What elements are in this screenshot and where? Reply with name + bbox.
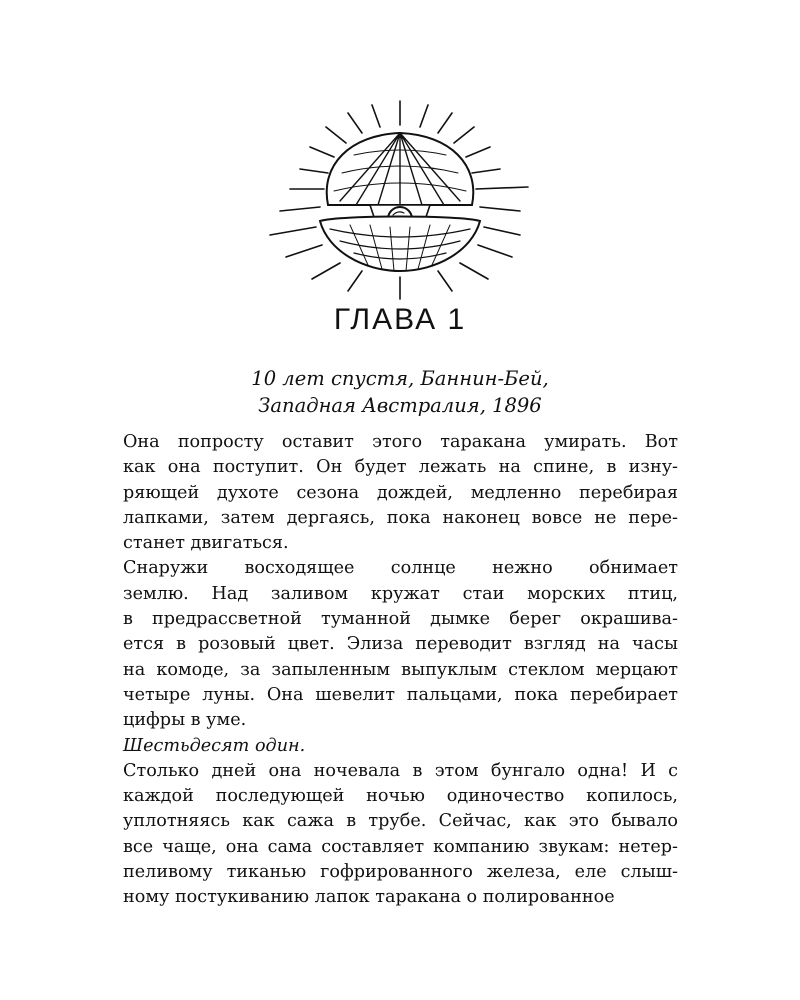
text-line: как она поступит. Он будет лежать на спине, в изну-	[123, 457, 678, 478]
body-text	[123, 430, 678, 911]
text-line: пеливому тиканью гофрированного железа, еле слыш-	[123, 862, 678, 883]
text-line: четыре луны. Она шевелит пальцами, пока перебирает	[123, 684, 678, 705]
text-line: Она попросту оставит этого таракана умирать. Вот	[123, 432, 678, 452]
text-line: ряющей духоте сезона дождей, медленно перебирая	[123, 482, 678, 503]
subtitle-line: Западная Австралия, 1896	[258, 394, 542, 417]
text-line: Снаружи восходящее солнце нежно обнимает	[123, 558, 678, 579]
text-line: все чаще, она сама составляет компанию звукам: нетер-	[123, 836, 678, 857]
subtitle-line: 10 лет спустя, Баннин-Бей,	[251, 367, 549, 390]
paragraph	[123, 430, 678, 556]
text-line: уплотняясь как сажа в трубе. Сейчас, как это бывало	[123, 811, 678, 832]
chapter-subtitle	[0, 365, 800, 419]
chapter-title: ГЛАВА 1	[333, 303, 467, 336]
oyster-pearl-icon	[250, 95, 550, 305]
text-line: цифры в уме.	[123, 710, 247, 731]
paragraph	[123, 734, 678, 759]
text-line: Столько дней она ночевала в этом бунгало одна! И с	[123, 760, 678, 781]
paragraph	[123, 759, 678, 911]
text-line: ется в розовый цвет. Элиза переводит взгляд на часы	[123, 634, 678, 655]
text-line: каждой последующей ночью одиночество копилось,	[123, 786, 678, 807]
text-line: ному постукиванию лапок таракана о полированное	[123, 887, 615, 908]
text-line: станет двигаться.	[123, 533, 289, 554]
text-line: Шестьдесят один.	[123, 735, 306, 756]
paragraph	[123, 556, 678, 733]
text-line: лапками, затем дергаясь, пока наконец вовсе не пере-	[123, 507, 678, 528]
text-line: на комоде, за запыленным выпуклым стеклом мерцают	[123, 659, 678, 680]
text-line: землю. Над заливом кружат стаи морских птиц,	[123, 583, 678, 604]
text-line: в предрассветной туманной дымке берег окрашива-	[123, 609, 678, 630]
